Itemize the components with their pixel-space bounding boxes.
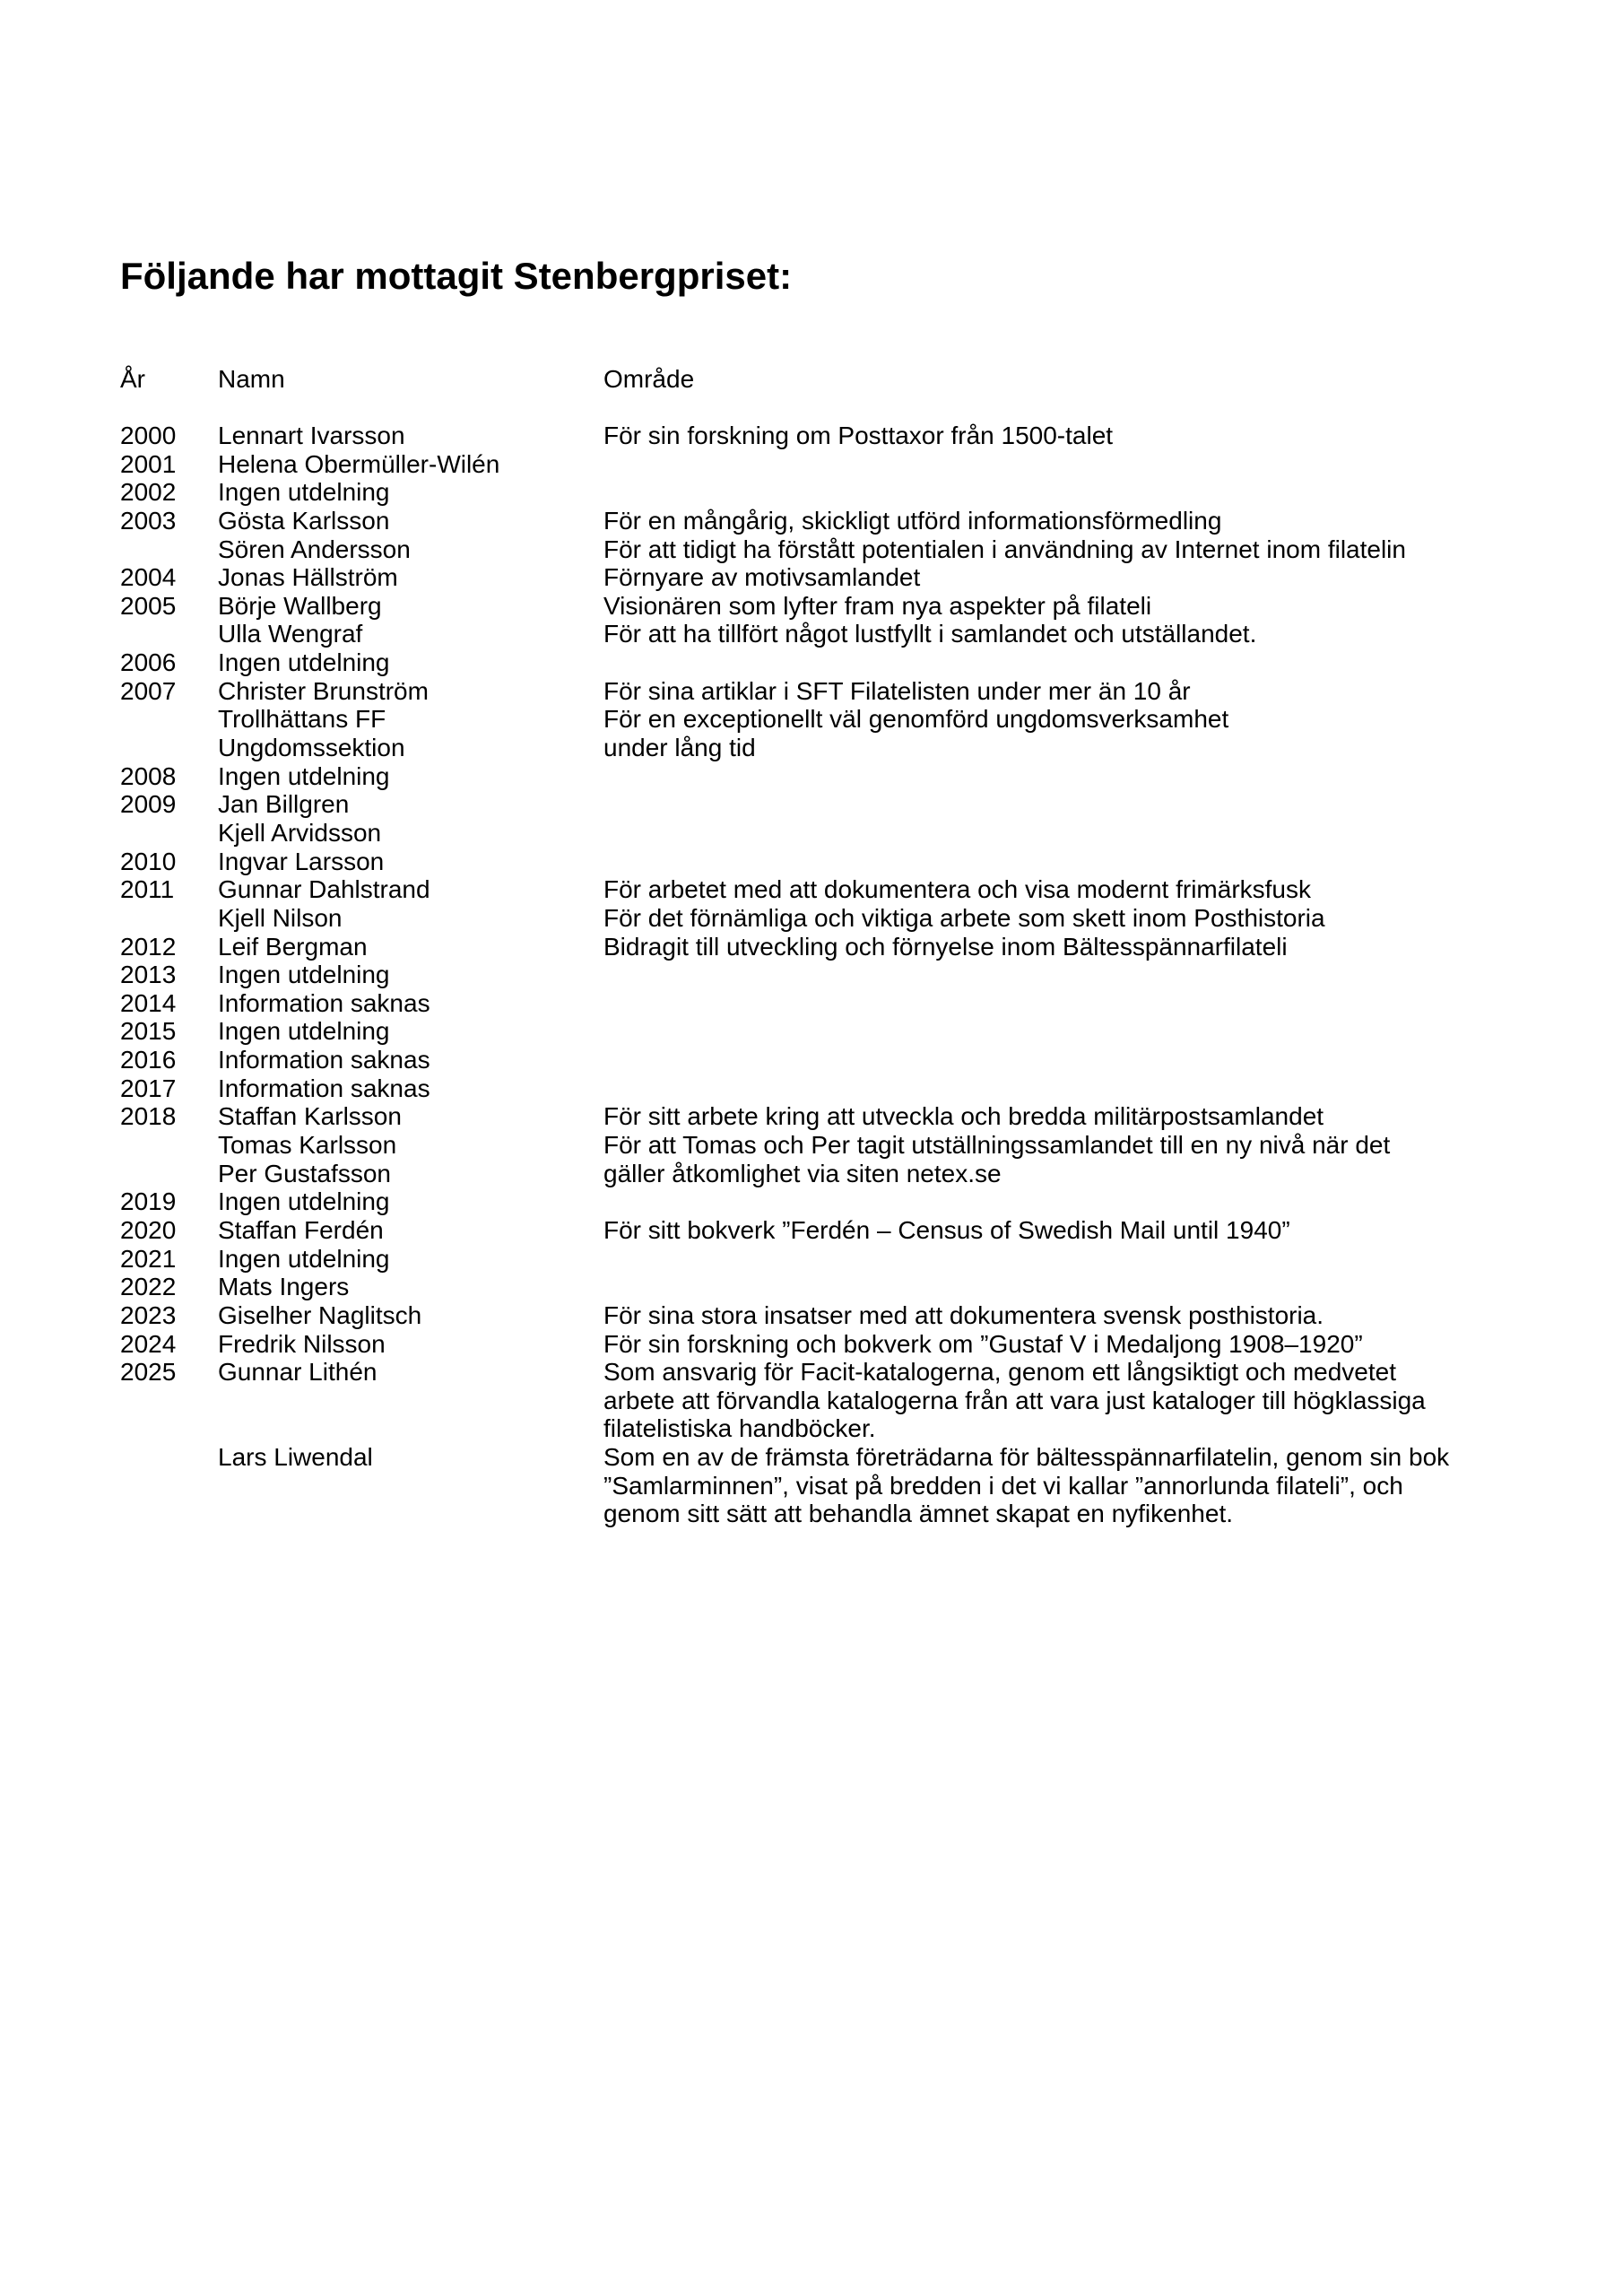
list-item (0, 1160, 1623, 1188)
year-cell: 2017 (120, 1074, 177, 1102)
list-item (0, 705, 1623, 734)
name-cell: Lennart Ivarsson (218, 422, 405, 449)
name-cell: Ingen utdelning (218, 1187, 390, 1216)
name-cell: Ingen utdelning (218, 961, 390, 989)
list-item (0, 1131, 1623, 1160)
year-cell: 2018 (120, 1102, 177, 1131)
year-cell: 2001 (120, 449, 177, 478)
year-cell: 2007 (120, 676, 177, 705)
list-item (0, 1301, 1623, 1330)
area-cell: För att Tomas och Per tagit utställningssamlandet till en ny nivå när det (603, 1131, 1391, 1160)
name-cell: Ulla Wengraf (218, 620, 363, 648)
list-item (0, 848, 1623, 876)
page-title: Följande har mottagit Stenbergpriset: (120, 255, 793, 297)
name-cell: Staffan Karlsson (218, 1102, 402, 1131)
year-cell: 2013 (120, 961, 177, 989)
year-cell: 2015 (120, 1017, 177, 1046)
year-cell: 2021 (120, 1244, 177, 1273)
list-item (0, 1245, 1623, 1274)
area-cell: För sina stora insatser med att dokumentera svensk posthistoria. (603, 1300, 1324, 1329)
list-item (0, 677, 1623, 706)
name-cell: Staffan Ferdén (218, 1215, 384, 1244)
name-cell: Mats Ingers (218, 1273, 350, 1301)
year-cell: 2000 (120, 422, 177, 449)
name-cell: Information saknas (218, 1046, 430, 1074)
year-cell: 2010 (120, 847, 177, 875)
list-item (0, 1387, 1623, 1415)
list-item (0, 620, 1623, 648)
list-item (0, 648, 1623, 677)
year-cell: 2024 (120, 1329, 177, 1358)
list-item (0, 875, 1623, 904)
list-item (0, 989, 1623, 1018)
list-item (0, 1187, 1623, 1216)
name-cell: Jonas Hällström (218, 563, 398, 592)
area-cell: För sin forskning om Posttaxor från 1500-talet (603, 422, 1114, 449)
name-cell: Kjell Arvidsson (218, 818, 382, 847)
area-cell: För arbetet med att dokumentera och visa modernt frimärksfusk (603, 875, 1311, 904)
year-cell: 2016 (120, 1046, 177, 1074)
year-cell: 2023 (120, 1300, 177, 1329)
year-cell: 2019 (120, 1187, 177, 1216)
area-cell: För att ha tillfört något lustfyllt i samlandet och utställandet. (603, 620, 1257, 648)
list-item (0, 933, 1623, 961)
area-cell: arbete att förvandla katalogerna från att vara just kataloger till högklassiga (603, 1386, 1426, 1414)
name-cell: Tomas Karlsson (218, 1131, 397, 1160)
name-cell: Ingen utdelning (218, 1244, 390, 1273)
year-cell: 2004 (120, 563, 177, 592)
area-cell: Visionären som lyfter fram nya aspekter på filateli (603, 591, 1152, 620)
area-cell: genom sitt sätt att behandla ämnet skapat en nyfikenhet. (603, 1500, 1233, 1528)
list-item (0, 819, 1623, 848)
list-item (0, 507, 1623, 535)
list-item (0, 422, 1623, 450)
area-cell: För sina artiklar i SFT Filatelisten under mer än 10 år (603, 676, 1191, 705)
year-cell: 2014 (120, 988, 177, 1017)
year-cell: 2009 (120, 790, 177, 819)
name-cell: Ingen utdelning (218, 648, 390, 677)
area-cell: Bidragit till utveckling och förnyelse inom Bältesspännarfilateli (603, 932, 1288, 961)
year-cell: 2006 (120, 648, 177, 677)
list-item (0, 1216, 1623, 1245)
list-item (0, 1046, 1623, 1074)
list-item (0, 592, 1623, 621)
list-item (0, 1358, 1623, 1387)
list-item (0, 1330, 1623, 1359)
year-cell: 2008 (120, 761, 177, 790)
year-cell: 2002 (120, 478, 177, 507)
list-item (0, 961, 1623, 989)
name-cell: Ungdomssektion (218, 734, 405, 762)
list-item (0, 535, 1623, 564)
name-cell: Gösta Karlsson (218, 506, 390, 535)
name-cell: Ingen utdelning (218, 1017, 390, 1046)
list-item (0, 1074, 1623, 1103)
name-cell: Information saknas (218, 988, 430, 1017)
area-cell: För sin forskning och bokverk om ”Gustaf V i Medaljong 1908–1920” (603, 1329, 1363, 1358)
year-cell: 2022 (120, 1273, 177, 1301)
name-cell: Helena Obermüller-Wilén (218, 449, 500, 478)
list-item (0, 904, 1623, 933)
list-item (0, 1102, 1623, 1131)
area-cell: Som ansvarig för Facit-katalogerna, genom ett långsiktigt och medvetet (603, 1358, 1396, 1387)
name-cell: Ingvar Larsson (218, 847, 385, 875)
area-cell: Som en av de främsta företrädarna för bältesspännarfilatelin, genom sin bok (603, 1443, 1450, 1472)
year-cell: 2025 (120, 1358, 177, 1387)
name-cell: Giselher Naglitsch (218, 1300, 422, 1329)
area-cell: För en exceptionellt väl genomförd ungdomsverksamhet (603, 705, 1229, 734)
list-item (0, 1500, 1623, 1528)
list-item (0, 450, 1623, 479)
area-cell: gäller åtkomlighet via siten netex.se (603, 1159, 1002, 1187)
name-cell: Börje Wallberg (218, 591, 382, 620)
name-cell: Leif Bergman (218, 932, 368, 961)
year-cell: 2011 (120, 875, 175, 904)
name-cell: Lars Liwendal (218, 1443, 373, 1472)
list-item (0, 762, 1623, 791)
area-cell: För det förnämliga och viktiga arbete som skett inom Posthistoria (603, 903, 1325, 932)
name-cell: Ingen utdelning (218, 761, 390, 790)
year-cell: 2003 (120, 506, 177, 535)
list-item (0, 734, 1623, 762)
name-cell: Ingen utdelning (218, 478, 390, 507)
column-header-area: Område (603, 365, 695, 393)
column-header-year: År (120, 365, 145, 393)
award-list (0, 422, 1623, 1528)
name-cell: Kjell Nilson (218, 903, 343, 932)
area-cell: För sitt arbete kring att utveckla och bredda militärpostsamlandet (603, 1102, 1324, 1131)
column-header-name: Namn (218, 365, 285, 393)
list-item (0, 1017, 1623, 1046)
name-cell: Sören Andersson (218, 535, 411, 563)
name-cell: Per Gustafsson (218, 1159, 391, 1187)
area-cell: För sitt bokverk ”Ferdén – Census of Swedish Mail until 1940” (603, 1215, 1290, 1244)
area-cell: filatelistiska handböcker. (603, 1414, 876, 1443)
list-item (0, 1414, 1623, 1443)
area-cell: ”Samlarminnen”, visat på bredden i det vi kallar ”annorlunda filateli”, och (603, 1471, 1403, 1500)
year-cell: 2012 (120, 932, 177, 961)
area-cell: För en mångårig, skickligt utförd informationsförmedling (603, 506, 1222, 535)
name-cell: Information saknas (218, 1074, 430, 1102)
name-cell: Gunnar Dahlstrand (218, 875, 430, 904)
name-cell: Fredrik Nilsson (218, 1329, 386, 1358)
list-item (0, 1273, 1623, 1301)
list-item (0, 563, 1623, 592)
name-cell: Christer Brunström (218, 676, 429, 705)
name-cell: Trollhättans FF (218, 705, 386, 734)
list-item (0, 1443, 1623, 1472)
name-cell: Gunnar Lithén (218, 1358, 378, 1387)
area-cell: För att tidigt ha förstått potentialen i användning av Internet inom filatelin (603, 535, 1406, 563)
name-cell: Jan Billgren (218, 790, 350, 819)
list-item (0, 1472, 1623, 1500)
year-cell: 2020 (120, 1215, 177, 1244)
area-cell: Förnyare av motivsamlandet (603, 563, 921, 592)
year-cell: 2005 (120, 591, 177, 620)
area-cell: under lång tid (603, 734, 756, 762)
list-item (0, 790, 1623, 819)
list-item (0, 478, 1623, 507)
